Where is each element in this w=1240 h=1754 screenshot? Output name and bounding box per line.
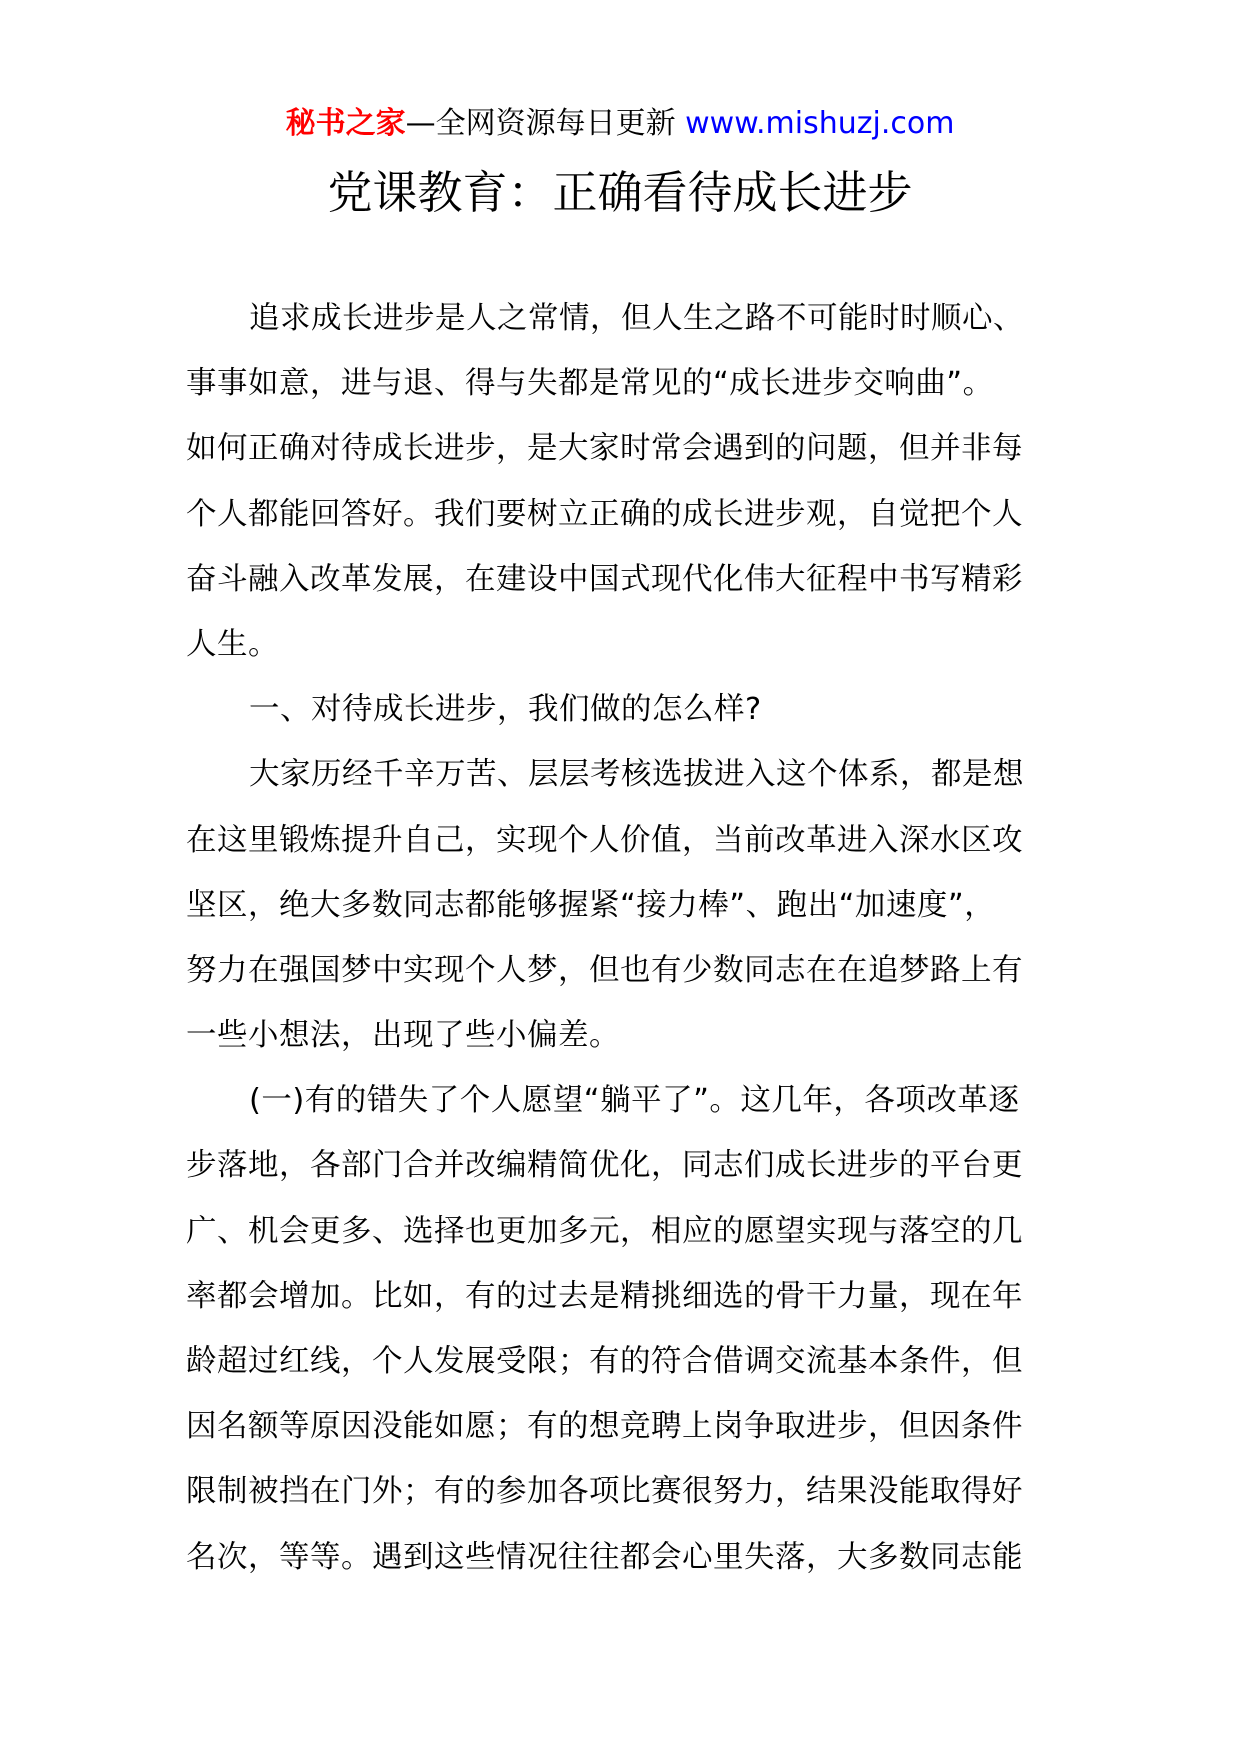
text-line: 追求成长进步是人之常情，但人生之路不可能时时顺心、 xyxy=(249,301,1024,336)
text-line: 个人都能回答好。我们要树立正确的成长进步观，自觉把个人 xyxy=(186,496,1023,532)
text-line: 如何正确对待成长进步，是大家时常会遇到的问题，但并非每 xyxy=(186,431,1023,467)
text-line: 事事如意，进与退、得与失都是常见的“成长进步交响曲”。 xyxy=(186,366,994,402)
section-1-paragraph xyxy=(186,742,1066,1068)
subsection-1-paragraph xyxy=(186,1068,1066,1590)
document-title: 党课教育：正确看待成长进步 xyxy=(327,166,913,219)
section-heading-1 xyxy=(186,677,1066,742)
text-line: 因名额等原因没能如愿；有的想竞聘上岗争取进步，但因条件 xyxy=(186,1409,1023,1445)
text-line: 大家历经千辛万苦、层层考核选拔进入这个体系，都是想 xyxy=(249,757,1024,793)
section-heading-text: 一、对待成长进步，我们做的怎么样? xyxy=(249,692,762,728)
text-line: 一些小想法，出现了些小偏差。 xyxy=(186,1018,620,1054)
text-line: (一)有的错失了个人愿望“躺平了”。这几年，各项改革逐 xyxy=(249,1083,1020,1119)
intro-paragraph xyxy=(186,286,1066,677)
text-line: 努力在强国梦中实现个人梦，但也有少数同志在在追梦路上有 xyxy=(186,952,1023,988)
text-line: 坚区，绝大多数同志都能够握紧“接力棒”、跑出“加速度”， xyxy=(186,887,996,923)
document-body xyxy=(186,286,1066,1590)
text-line: 限制被挡在门外；有的参加各项比赛很努力，结果没能取得好 xyxy=(186,1474,1023,1510)
text-line: 在这里锻炼提升自己，实现个人价值，当前改革进入深水区攻 xyxy=(186,822,1023,858)
site-header xyxy=(0,102,1240,146)
site-url-link[interactable]: www.mishuzj.com xyxy=(685,106,955,141)
text-line: 奋斗融入改革发展，在建设中国式现代化伟大征程中书写精彩 xyxy=(186,561,1023,597)
text-line: 名次，等等。遇到这些情况往往都会心里失落，大多数同志能 xyxy=(186,1539,1023,1575)
text-line: 步落地，各部门合并改编精简优化，同志们成长进步的平台更 xyxy=(186,1148,1023,1184)
text-line: 人生。 xyxy=(186,626,279,662)
site-tagline: —全网资源每日更新 xyxy=(405,106,676,141)
text-line: 广、机会更多、选择也更加多元，相应的愿望实现与落空的几 xyxy=(186,1213,1023,1249)
site-brand: 秘书之家 xyxy=(285,106,406,141)
text-line: 率都会增加。比如，有的过去是精挑细选的骨干力量，现在年 xyxy=(186,1278,1023,1314)
text-line: 龄超过红线，个人发展受限；有的符合借调交流基本条件，但 xyxy=(186,1344,1023,1379)
